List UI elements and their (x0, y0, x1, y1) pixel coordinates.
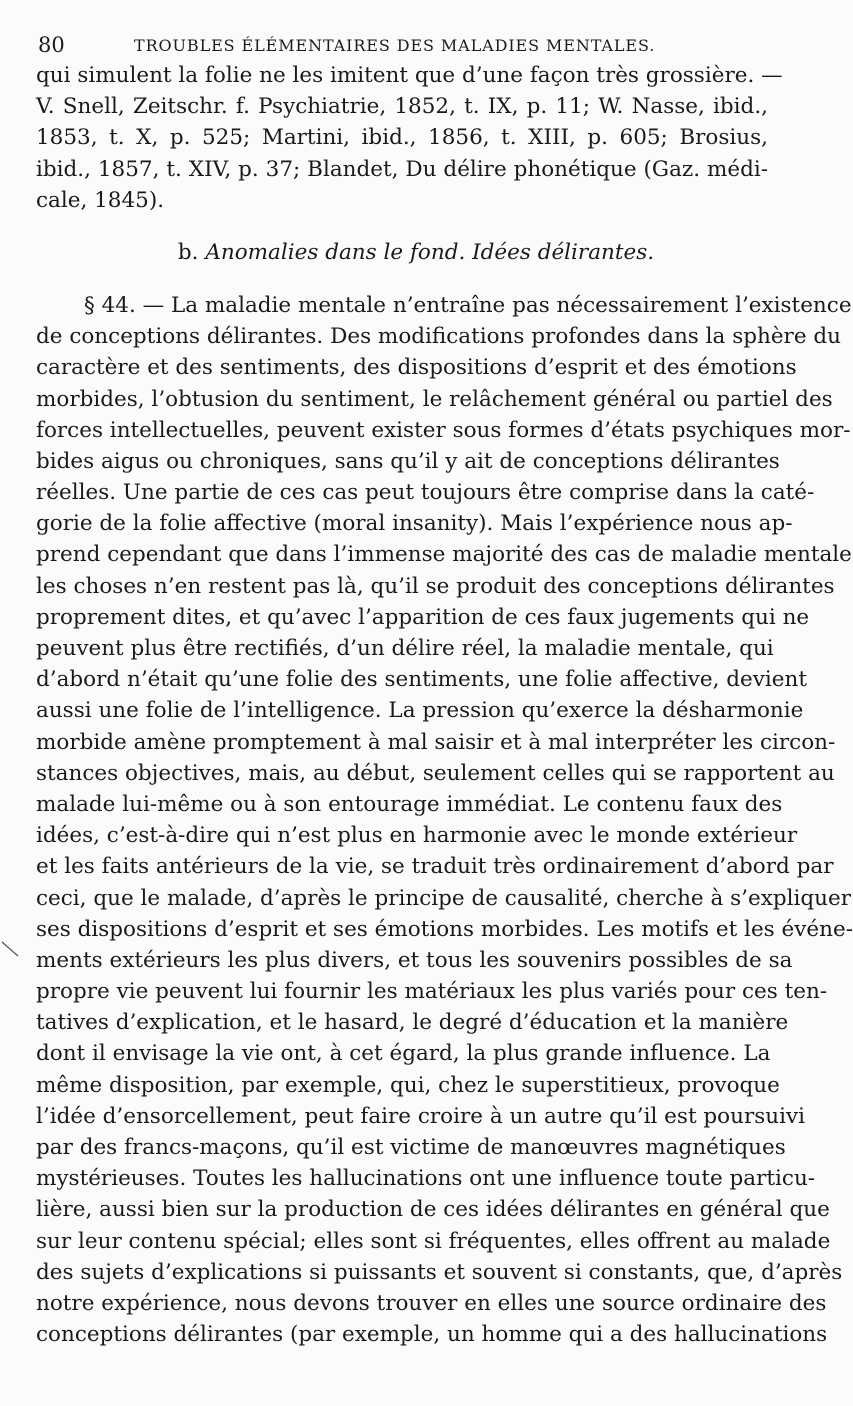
section-title: Anomalies dans le fond. Idées délirantes. (205, 239, 655, 265)
section-label: b. (177, 239, 199, 265)
section-heading (36, 232, 768, 274)
spacer (36, 216, 768, 232)
text-line: morbides, l’obtusion du sentiment, le relâchement général ou partiel des (36, 386, 833, 412)
top-text-block (36, 60, 783, 216)
section-mark: § 44. — (84, 292, 165, 318)
paragraph (36, 290, 853, 1350)
text-line: ceci, que le malade, d’après le principe de causalité, cherche à s’expliquer (36, 885, 851, 911)
text-line: tatives d’explication, et le hasard, le degré d’éducation et la manière (36, 1010, 789, 1036)
text-line: aussi une folie de l’intelligence. La pression qu’exerce la désharmonie (36, 698, 804, 724)
margin-mark-icon (0, 940, 22, 960)
text-line: et les faits antérieurs de la vie, se traduit très ordinairement d’abord par (36, 854, 834, 880)
text-line: gorie de la folie affective (moral insanity). Mais l’expérience nous ap- (36, 511, 793, 537)
text-fragment: La maladie mentale n’entraîne pas nécessairement l’existence (170, 292, 852, 318)
running-title: TROUBLES ÉLÉMENTAIRES DES MALADIES MENTALES. (134, 36, 656, 55)
text-line: V. Snell, Zeitschr. f. Psychiatrie, 1852, t. IX, p. 11; W. Nasse, ibid., (36, 94, 768, 120)
text-line: ses dispositions d’esprit et ses émotions morbides. Les motifs et les événe- (36, 916, 853, 942)
text-line: ments extérieurs les plus divers, et tous les souvenirs possibles de sa (36, 947, 793, 973)
text-line: mystérieuses. Toutes les hallucinations ont une influence toute particu- (36, 1166, 816, 1192)
text-line: propre vie peuvent lui fournir les matériaux les plus variés pour ces ten- (36, 979, 828, 1005)
text-line: notre expérience, nous devons trouver en elles une source ordinaire des (36, 1290, 827, 1316)
text-line: idées, c’est-à-dire qui n’est plus en harmonie avec le monde extérieur (36, 823, 798, 849)
spacer (36, 274, 768, 290)
text-line: dont il envisage la vie ont, à cet égard, la plus grande influence. La (36, 1041, 771, 1067)
text-line: l’idée d’ensorcellement, peut faire croire à un autre qu’il est poursuivi (36, 1103, 806, 1129)
text-line: bides aigus ou chroniques, sans qu’il y ait de conceptions délirantes (36, 448, 780, 474)
text-line: conceptions délirantes (par exemple, un homme qui a des hallucinations (36, 1322, 828, 1348)
book-page (36, 30, 853, 1390)
text-line: ibid., 1857, t. XIV, p. 37; Blandet, Du délire phonétique (Gaz. médi- (36, 156, 768, 182)
text-line: même disposition, par exemple, qui, chez le superstitieux, provoque (36, 1072, 780, 1098)
text-line: stances objectives, mais, au début, seulement celles qui se rapportent au (36, 760, 835, 786)
text-line: de conceptions délirantes. Des modifications profondes dans la sphère du (36, 324, 842, 350)
text-line: cale, 1845). (36, 187, 165, 213)
text-line: sur leur contenu spécial; elles sont si fréquentes, elles offrent au malade (36, 1228, 831, 1254)
text-line: forces intellectuelles, peuvent exister sous formes d’états psychiques mor- (36, 417, 851, 443)
text-line: par des francs-maçons, qu’il est victime de manœuvres magnétiques (36, 1135, 786, 1160)
text-line: malade lui-même ou à son entourage immédiat. Le contenu faux des (36, 791, 783, 817)
text-line: réelles. Une partie de ces cas peut toujours être comprise dans la caté- (36, 480, 815, 506)
text-line (36, 290, 852, 321)
text-line: caractère et des sentiments, des dispositions d’esprit et des émotions (36, 355, 797, 381)
text-line: morbide amène promptement à mal saisir et à mal interpréter les circon- (36, 729, 836, 755)
running-head (36, 30, 768, 60)
text-line: des sujets d’explications si puissants et souvent si constants, que, d’après (36, 1259, 843, 1285)
text-line: proprement dites, et qu’avec l’apparition de ces faux jugements qui ne (36, 604, 810, 630)
text-line: les choses n’en restent pas là, qu’il se produit des conceptions délirantes (36, 573, 835, 599)
page-number: 80 (38, 33, 65, 57)
text-line: peuvent plus être rectifiés, d’un délire réel, la maladie mentale, qui (36, 636, 774, 661)
text-line: d’abord n’était qu’une folie des sentiments, une folie affective, devient (36, 667, 807, 693)
text-line: 1853, t. X, p. 525; Martini, ibid., 1856, t. XIII, p. 605; Brosius, (36, 125, 768, 151)
text-line: prend cependant que dans l’immense majorité des cas de maladie mentale (36, 542, 852, 568)
text-line: lière, aussi bien sur la production de ces idées délirantes en général que (36, 1197, 830, 1223)
text-line: qui simulent la folie ne les imitent que d’une façon très grossière. — (36, 63, 783, 88)
